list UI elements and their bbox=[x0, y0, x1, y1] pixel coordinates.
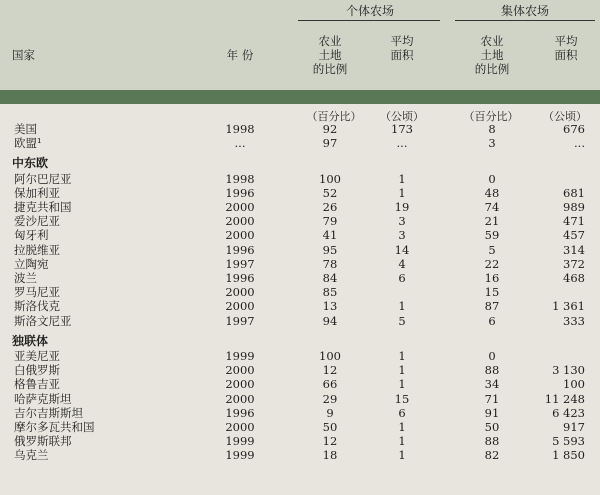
cell-ishare: 79 bbox=[322, 214, 338, 229]
cell-country: 哈萨克斯坦 bbox=[14, 391, 72, 406]
cell-country: 亚美尼亚 bbox=[14, 349, 60, 363]
header-ind-land-share-line1: 农业 bbox=[318, 34, 342, 48]
table-row bbox=[0, 392, 600, 406]
table-row bbox=[0, 271, 600, 285]
table-row bbox=[0, 314, 600, 328]
cell-carea: 681 bbox=[563, 185, 585, 200]
cell-year: 1999 bbox=[225, 434, 255, 449]
cell-country: 罗马尼亚 bbox=[14, 285, 60, 300]
cell-iarea: 173 bbox=[391, 122, 413, 136]
section-title: 中东欧 bbox=[12, 156, 49, 171]
table-row bbox=[0, 200, 600, 214]
cell-cshare: 3 bbox=[488, 136, 496, 151]
table-row bbox=[0, 122, 600, 136]
cell-iarea: 1 bbox=[398, 434, 406, 449]
cell-country: 保加利亚 bbox=[14, 185, 60, 200]
header-ind-land-share bbox=[300, 34, 360, 76]
cell-year: 1998 bbox=[225, 171, 255, 186]
cell-cshare: 82 bbox=[484, 448, 500, 463]
cell-country: 欧盟¹ bbox=[14, 136, 42, 151]
cell-year: 1996 bbox=[225, 405, 255, 420]
table-row bbox=[0, 377, 600, 391]
header-ind-avg-area bbox=[372, 34, 432, 62]
cell-carea: 3 130 bbox=[552, 363, 585, 378]
cell-iarea: 15 bbox=[394, 391, 410, 406]
header-ind-avg-area-line2: 面积 bbox=[390, 48, 414, 62]
cell-year: 2000 bbox=[225, 214, 255, 229]
cell-country: 波兰 bbox=[14, 271, 37, 285]
cell-carea: 6 423 bbox=[552, 405, 585, 420]
cell-carea: 1 361 bbox=[552, 299, 585, 314]
cell-ishare: 100 bbox=[319, 349, 341, 363]
cell-carea: 457 bbox=[563, 228, 585, 243]
cell-iarea: 6 bbox=[398, 405, 406, 420]
header-individual-farms: 个体农场 bbox=[345, 4, 394, 18]
table-row bbox=[0, 228, 600, 242]
cell-ishare: 94 bbox=[322, 313, 338, 328]
table-row bbox=[0, 285, 600, 299]
cell-iarea: 3 bbox=[398, 214, 406, 229]
cell-iarea: 14 bbox=[394, 242, 410, 257]
cell-cshare: 34 bbox=[484, 377, 500, 392]
cell-carea: 676 bbox=[563, 122, 585, 136]
cell-carea: 5 593 bbox=[552, 434, 585, 449]
cell-cshare: 15 bbox=[484, 285, 500, 300]
cell-ishare: 84 bbox=[322, 271, 338, 285]
cell-country: 吉尔吉斯斯坦 bbox=[14, 405, 83, 420]
cell-cshare: 88 bbox=[484, 434, 500, 449]
cell-cshare: 0 bbox=[488, 171, 496, 186]
cell-carea: 468 bbox=[563, 271, 585, 285]
cell-ishare: 9 bbox=[326, 405, 334, 420]
table-row bbox=[0, 448, 600, 462]
table-row bbox=[0, 172, 600, 186]
cell-country: 摩尔多瓦共和国 bbox=[14, 420, 95, 434]
cell-ishare: 92 bbox=[322, 122, 338, 136]
cell-carea: 471 bbox=[563, 214, 585, 229]
header-individual-rule bbox=[298, 20, 440, 21]
cell-year: 1998 bbox=[225, 122, 255, 136]
table-row bbox=[0, 243, 600, 257]
cell-cshare: 5 bbox=[488, 242, 496, 257]
cell-carea: 11 248 bbox=[544, 391, 585, 406]
cell-iarea: 6 bbox=[398, 271, 406, 285]
cell-country: 俄罗斯联邦 bbox=[14, 434, 72, 449]
cell-carea: 333 bbox=[563, 313, 585, 328]
cell-ishare: 97 bbox=[322, 136, 338, 151]
cell-country: 格鲁吉亚 bbox=[14, 377, 60, 392]
header-col-avg-area-line1: 平均 bbox=[554, 34, 578, 48]
cell-country: 爱沙尼亚 bbox=[14, 214, 60, 229]
cell-country: 拉脱维亚 bbox=[14, 242, 60, 257]
cell-ishare: 95 bbox=[322, 242, 338, 257]
table-row bbox=[0, 186, 600, 200]
cell-year: 2000 bbox=[225, 299, 255, 314]
cell-cshare: 16 bbox=[484, 271, 500, 285]
cell-country: 白俄罗斯 bbox=[14, 363, 60, 378]
cell-iarea: 19 bbox=[394, 200, 410, 214]
cell-iarea: 4 bbox=[398, 256, 406, 271]
cell-country: 美国 bbox=[14, 122, 37, 136]
cell-cshare: 22 bbox=[484, 256, 500, 271]
cell-iarea: 5 bbox=[398, 313, 406, 328]
cell-ishare: 12 bbox=[322, 363, 338, 378]
cell-cshare: 74 bbox=[484, 200, 500, 214]
table-row bbox=[0, 349, 600, 363]
cell-iarea: 1 bbox=[398, 171, 406, 186]
cell-ishare: 50 bbox=[322, 420, 338, 434]
cell-year: 2000 bbox=[225, 391, 255, 406]
units-ind-hectare: （公顷） bbox=[380, 110, 424, 123]
cell-cshare: 87 bbox=[484, 299, 500, 314]
cell-ishare: 12 bbox=[322, 434, 338, 449]
cell-iarea: 1 bbox=[398, 299, 406, 314]
cell-cshare: 21 bbox=[484, 214, 500, 229]
cell-ishare: 18 bbox=[322, 448, 338, 463]
cell-carea: 1 850 bbox=[552, 448, 585, 463]
cell-carea: 314 bbox=[563, 242, 585, 257]
table-row bbox=[0, 214, 600, 228]
cell-year: 1999 bbox=[225, 349, 255, 363]
cell-year: 1996 bbox=[225, 271, 255, 285]
cell-country: 捷克共和国 bbox=[14, 200, 72, 214]
header-col-land-share-line1: 农业 bbox=[480, 34, 504, 48]
cell-iarea: 1 bbox=[398, 349, 406, 363]
header-country: 国家 bbox=[12, 48, 35, 62]
cell-ishare: 26 bbox=[322, 200, 338, 214]
cell-country: 斯洛伐克 bbox=[14, 299, 60, 314]
cell-iarea: 1 bbox=[398, 420, 406, 434]
cell-year: 2000 bbox=[225, 363, 255, 378]
header-col-land-share-line2: 土地 bbox=[480, 48, 504, 62]
units-col-percent: （百分比） bbox=[463, 110, 519, 123]
cell-iarea: 1 bbox=[398, 363, 406, 378]
cell-cshare: 48 bbox=[484, 185, 500, 200]
cell-year: 1997 bbox=[225, 256, 255, 271]
cell-year: 1999 bbox=[225, 448, 255, 463]
cell-country: 乌克兰 bbox=[14, 448, 49, 463]
table-row bbox=[0, 363, 600, 377]
cell-iarea: 3 bbox=[398, 228, 406, 243]
cell-carea: ... bbox=[574, 136, 585, 151]
cell-country: 斯洛文尼亚 bbox=[14, 313, 72, 328]
table-header bbox=[0, 0, 600, 90]
cell-carea: 917 bbox=[563, 420, 585, 434]
cell-ishare: 29 bbox=[322, 391, 338, 406]
cell-ishare: 41 bbox=[322, 228, 338, 243]
header-ind-land-share-line2: 土地 bbox=[318, 48, 342, 62]
header-col-land-share bbox=[462, 34, 522, 76]
cell-cshare: 50 bbox=[484, 420, 500, 434]
table-row bbox=[0, 136, 600, 150]
table-row bbox=[0, 257, 600, 271]
cell-ishare: 78 bbox=[322, 256, 338, 271]
cell-year: 1997 bbox=[225, 313, 255, 328]
cell-carea: 989 bbox=[563, 200, 585, 214]
header-band bbox=[0, 90, 600, 104]
cell-ishare: 13 bbox=[322, 299, 338, 314]
cell-carea: 100 bbox=[563, 377, 585, 392]
cell-ishare: 66 bbox=[322, 377, 338, 392]
cell-cshare: 71 bbox=[484, 391, 500, 406]
header-col-land-share-line3: 的比例 bbox=[474, 62, 510, 76]
cell-cshare: 0 bbox=[488, 349, 496, 363]
cell-carea: 372 bbox=[563, 256, 585, 271]
cell-country: 阿尔巴尼亚 bbox=[14, 171, 72, 186]
header-ind-land-share-line3: 的比例 bbox=[312, 62, 348, 76]
cell-year: 2000 bbox=[225, 285, 255, 300]
section-title: 独联体 bbox=[12, 333, 49, 348]
units-ind-percent: （百分比） bbox=[306, 110, 362, 123]
cell-year: 1996 bbox=[225, 185, 255, 200]
cell-year: ... bbox=[234, 136, 246, 151]
cell-iarea: 1 bbox=[398, 448, 406, 463]
header-ind-avg-area-line1: 平均 bbox=[390, 34, 414, 48]
cell-iarea: ... bbox=[396, 136, 408, 151]
cell-ishare: 100 bbox=[319, 171, 341, 186]
header-collective-farms: 集体农场 bbox=[500, 4, 549, 18]
cell-cshare: 88 bbox=[484, 363, 500, 378]
units-col-hectare: （公顷） bbox=[543, 110, 587, 123]
cell-cshare: 59 bbox=[484, 228, 500, 243]
cell-cshare: 8 bbox=[488, 122, 496, 136]
cell-country: 立陶宛 bbox=[14, 256, 49, 271]
cell-country: 匈牙利 bbox=[14, 228, 49, 243]
cell-year: 2000 bbox=[225, 377, 255, 392]
table-row bbox=[0, 420, 600, 434]
cell-year: 2000 bbox=[225, 200, 255, 214]
cell-iarea: 1 bbox=[398, 185, 406, 200]
cell-year: 2000 bbox=[225, 420, 255, 434]
cell-cshare: 6 bbox=[488, 313, 496, 328]
header-col-avg-area-line2: 面积 bbox=[554, 48, 578, 62]
cell-year: 2000 bbox=[225, 228, 255, 243]
header-collective-rule bbox=[455, 20, 595, 21]
cell-year: 1996 bbox=[225, 242, 255, 257]
cell-ishare: 85 bbox=[322, 285, 338, 300]
cell-cshare: 91 bbox=[484, 405, 500, 420]
table-row bbox=[0, 406, 600, 420]
table-row bbox=[0, 299, 600, 313]
header-col-avg-area bbox=[536, 34, 596, 62]
table-row bbox=[0, 434, 600, 448]
cell-iarea: 1 bbox=[398, 377, 406, 392]
cell-ishare: 52 bbox=[322, 185, 338, 200]
header-year: 年 份 bbox=[226, 48, 254, 62]
